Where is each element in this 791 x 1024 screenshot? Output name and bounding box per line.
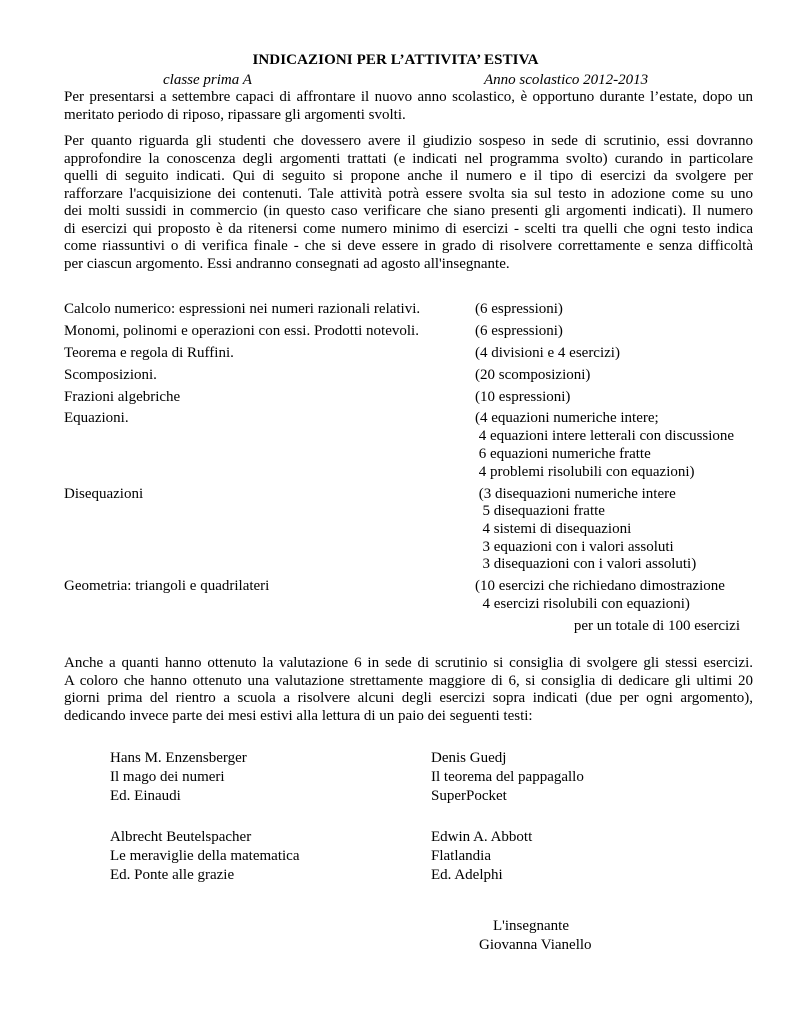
topic-name: Frazioni algebriche (64, 389, 181, 405)
book-title: Il mago dei numeri (110, 769, 225, 785)
book-publisher: SuperPocket (431, 788, 507, 804)
suspended-judgement-paragraph (64, 133, 753, 273)
topic-detail: (4 equazioni numeriche intere; (475, 410, 659, 426)
closing-line: Anche a quanti hanno ottenuto la valutazione 6 in sede di scrutinio si consiglia di svolgere gli stessi esercizi. (64, 655, 753, 671)
topic-detail: (6 espressioni) (475, 323, 563, 339)
suspended-line: approfondire la conoscenza degli argomenti trattati (e indicati nel programma svolto) curando in particolare (64, 150, 753, 167)
document-title: INDICAZIONI PER L’ATTIVITA’ ESTIVA (252, 52, 539, 68)
book-author: Edwin A. Abbott (431, 829, 533, 845)
topic-name: Geometria: triangoli e quadrilateri (64, 578, 270, 594)
suspended-line: di esercizi qui proposto è da ritenersi come numero minimo di esercizi - scelti tra quelli che ogni testo indica (64, 220, 753, 237)
topic-detail: (20 scomposizioni) (475, 367, 591, 383)
topic-detail: (6 espressioni) (475, 301, 563, 317)
book-author: Hans M. Enzensberger (110, 750, 247, 766)
book-author: Albrecht Beutelspacher (110, 829, 252, 845)
closing-line: dedicando invece parte dei mesi estivi alla lettura di un paio dei seguenti testi: (64, 707, 533, 724)
topic-detail: 6 equazioni numeriche fratte (475, 446, 651, 462)
suspended-line: per ciascun argomento. Essi andranno consegnati ad agosto all'insegnante. (64, 255, 510, 272)
exercise-total: per un totale di 100 esercizi (573, 618, 740, 634)
closing-line: A coloro che hanno ottenuto una valutazione strettamente maggiore di 6, si consiglia di dedicare gli ultimi 20 (64, 672, 753, 689)
signature-block (479, 918, 592, 956)
signature-name: Giovanna Vianello (479, 937, 592, 953)
topic-detail: (3 disequazioni numeriche intere (475, 486, 676, 502)
book-publisher: Ed. Ponte alle grazie (110, 867, 235, 883)
book-publisher: Ed. Adelphi (431, 867, 503, 883)
book-title: Il teorema del pappagallo (431, 769, 584, 785)
topic-detail: (10 espressioni) (475, 389, 571, 405)
book-publisher: Ed. Einaudi (110, 788, 181, 804)
topic-detail: 4 esercizi risolubili con equazioni) (475, 596, 690, 612)
suspended-line: quelli di seguito indicati. Qui di seguito si propone anche il numero e il tipo di esercizi da svolgere per (64, 168, 753, 184)
topic-detail: (4 divisioni e 4 esercizi) (475, 345, 620, 361)
intro-line: meritato periodo di riposo, ripassare gli argomenti svolti. (64, 106, 406, 123)
topic-name: Equazioni. (64, 410, 129, 426)
book-entry (110, 750, 247, 807)
topic-detail: 3 equazioni con i valori assoluti (475, 539, 674, 555)
topic-detail: 4 equazioni intere letterali con discussione (475, 428, 735, 444)
book-entry (431, 750, 584, 807)
book-author: Denis Guedj (431, 750, 507, 766)
closing-line: giorni prima del rientro a scuola a risolvere alcuni degli esercizi sopra indicati (due per ogni argomento), (64, 690, 753, 706)
topic-name: Teorema e regola di Ruffini. (64, 345, 234, 361)
topic-name: Disequazioni (64, 486, 144, 502)
suspended-line: come riassuntivi o di verifica finale - che si deve essere in grado di risolvere correttamente e senza difficoltà (64, 238, 753, 254)
topic-detail: (10 esercizi che richiedano dimostrazione (475, 578, 725, 594)
topic-detail: 5 disequazioni fratte (475, 503, 605, 519)
class-label: classe prima A (163, 72, 252, 88)
book-title: Flatlandia (431, 848, 491, 864)
book-title: Le meraviglie della matematica (110, 848, 300, 864)
intro-paragraph (64, 89, 753, 124)
topic-detail: 4 sistemi di disequazioni (475, 521, 632, 537)
book-entry (431, 829, 532, 886)
suspended-line: Per quanto riguarda gli studenti che dovessero avere il giudizio sospeso in sede di scrutinio, essi dovranno (64, 133, 753, 149)
topic-name: Scomposizioni. (64, 367, 157, 383)
closing-paragraph (64, 655, 753, 725)
suspended-line: rafforzare l'acquisizione dei contenuti. Tale attività potrà essere svolta sia sul testo in adozione come su uno (64, 185, 753, 202)
school-year-label: Anno scolastico 2012-2013 (484, 72, 649, 88)
topic-name: Monomi, polinomi e operazioni con essi. Prodotti notevoli. (64, 323, 419, 339)
signature-role: L'insegnante (493, 918, 570, 934)
topic-detail: 3 disequazioni con i valori assoluti) (475, 556, 697, 572)
intro-line: Per presentarsi a settembre capaci di affrontare il nuovo anno scolastico, è opportuno durante l’estate, dopo un (64, 89, 753, 105)
topic-detail: 4 problemi risolubili con equazioni) (475, 464, 695, 480)
topic-name: Calcolo numerico: espressioni nei numeri razionali relativi. (64, 301, 421, 317)
book-entry (110, 829, 300, 886)
suspended-line: dei molti sussidi in commercio (in questo caso verificare che siano presenti gli argomenti indicati). Il numero (64, 203, 753, 219)
